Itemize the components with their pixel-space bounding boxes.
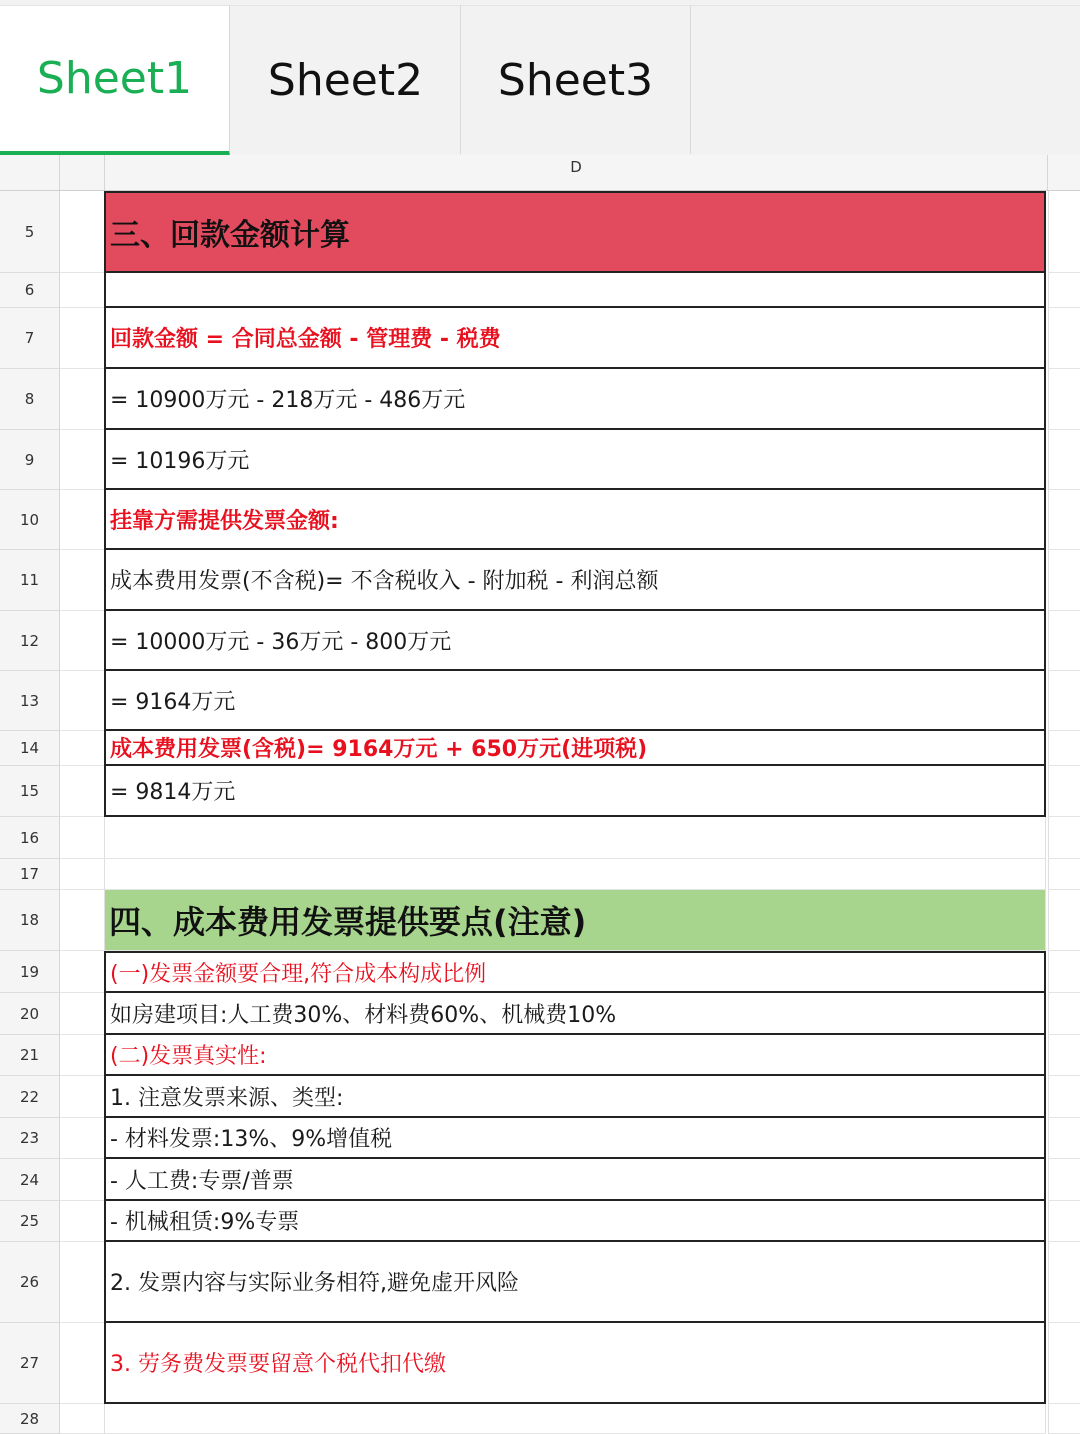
cell-e12[interactable] bbox=[1048, 611, 1080, 671]
column-header-bar bbox=[0, 155, 1080, 191]
spreadsheet-grid bbox=[0, 191, 1080, 1432]
tab-sheet2[interactable]: Sheet2 bbox=[231, 5, 461, 154]
sheet-tab-bar bbox=[0, 0, 1080, 155]
cell-e20[interactable] bbox=[1048, 993, 1080, 1035]
cell-d5[interactable]: 三、回款金额计算 bbox=[104, 191, 1046, 273]
row-header-28[interactable]: 28 bbox=[0, 1404, 60, 1434]
row-header-22[interactable]: 22 bbox=[0, 1076, 60, 1118]
row-header-5[interactable]: 5 bbox=[0, 191, 60, 273]
row-header-21[interactable]: 21 bbox=[0, 1035, 60, 1076]
cell-c19[interactable] bbox=[60, 951, 105, 993]
cell-c7[interactable] bbox=[60, 308, 105, 369]
cell-e8[interactable] bbox=[1048, 369, 1080, 430]
tab-bar-empty bbox=[691, 5, 1080, 154]
row-header-14[interactable]: 14 bbox=[0, 731, 60, 766]
cell-c28[interactable] bbox=[60, 1404, 105, 1434]
row-header-24[interactable]: 24 bbox=[0, 1159, 60, 1201]
cell-d21[interactable]: (二)发票真实性: bbox=[104, 1035, 1046, 1076]
cell-e18[interactable] bbox=[1048, 890, 1080, 951]
cell-e22[interactable] bbox=[1048, 1076, 1080, 1118]
cell-c5[interactable] bbox=[60, 191, 105, 273]
row-header-13[interactable]: 13 bbox=[0, 671, 60, 731]
cell-e11[interactable] bbox=[1048, 550, 1080, 611]
cell-e19[interactable] bbox=[1048, 951, 1080, 993]
row-header-12[interactable]: 12 bbox=[0, 611, 60, 671]
cell-e13[interactable] bbox=[1048, 671, 1080, 731]
cell-c12[interactable] bbox=[60, 611, 105, 671]
cell-d17[interactable] bbox=[104, 859, 1046, 890]
cell-d10[interactable]: 挂靠方需提供发票金额: bbox=[104, 490, 1046, 550]
column-header-c[interactable] bbox=[60, 155, 105, 190]
cell-e7[interactable] bbox=[1048, 308, 1080, 369]
cell-d7[interactable]: 回款金额 = 合同总金额 - 管理费 - 税费 bbox=[104, 308, 1046, 369]
cell-d19[interactable]: (一)发票金额要合理,符合成本构成比例 bbox=[104, 951, 1046, 993]
cell-e9[interactable] bbox=[1048, 430, 1080, 490]
row-header-17[interactable]: 17 bbox=[0, 859, 60, 890]
cell-d13[interactable]: = 9164万元 bbox=[104, 671, 1046, 731]
tab-sheet1[interactable]: Sheet1 bbox=[0, 5, 230, 156]
cell-c15[interactable] bbox=[60, 766, 105, 817]
cell-d27[interactable]: 3. 劳务费发票要留意个税代扣代缴 bbox=[104, 1323, 1046, 1404]
cell-c18[interactable] bbox=[60, 890, 105, 951]
cell-d28[interactable] bbox=[104, 1404, 1046, 1434]
cell-d24[interactable]: - 人工费:专票/普票 bbox=[104, 1159, 1046, 1201]
row-header-15[interactable]: 15 bbox=[0, 766, 60, 817]
row-header-9[interactable]: 9 bbox=[0, 430, 60, 490]
cell-c6[interactable] bbox=[60, 273, 105, 308]
tab-sheet3[interactable]: Sheet3 bbox=[461, 5, 691, 154]
cell-e21[interactable] bbox=[1048, 1035, 1080, 1076]
cell-c22[interactable] bbox=[60, 1076, 105, 1118]
cell-d23[interactable]: - 材料发票:13%、9%增值税 bbox=[104, 1118, 1046, 1159]
cell-c23[interactable] bbox=[60, 1118, 105, 1159]
row-header-10[interactable]: 10 bbox=[0, 490, 60, 550]
cell-d14[interactable]: 成本费用发票(含税)= 9164万元 + 650万元(进项税) bbox=[104, 731, 1046, 766]
row-header-11[interactable]: 11 bbox=[0, 550, 60, 611]
cell-c20[interactable] bbox=[60, 993, 105, 1035]
cell-e6[interactable] bbox=[1048, 273, 1080, 308]
cell-d18[interactable]: 四、成本费用发票提供要点(注意) bbox=[104, 890, 1046, 951]
row-header-7[interactable]: 7 bbox=[0, 308, 60, 369]
row-header-27[interactable]: 27 bbox=[0, 1323, 60, 1404]
cell-e25[interactable] bbox=[1048, 1201, 1080, 1242]
cell-c8[interactable] bbox=[60, 369, 105, 430]
row-header-6[interactable]: 6 bbox=[0, 273, 60, 308]
cell-c26[interactable] bbox=[60, 1242, 105, 1323]
cell-e15[interactable] bbox=[1048, 766, 1080, 817]
row-header-20[interactable]: 20 bbox=[0, 993, 60, 1035]
cell-e28[interactable] bbox=[1048, 1404, 1080, 1434]
cell-d26[interactable]: 2. 发票内容与实际业务相符,避免虚开风险 bbox=[104, 1242, 1046, 1323]
cell-d6[interactable] bbox=[104, 273, 1046, 308]
cell-c24[interactable] bbox=[60, 1159, 105, 1201]
cell-d8[interactable]: = 10900万元 - 218万元 - 486万元 bbox=[104, 369, 1046, 430]
cell-d9[interactable]: = 10196万元 bbox=[104, 430, 1046, 490]
cell-d20[interactable]: 如房建项目:人工费30%、材料费60%、机械费10% bbox=[104, 993, 1046, 1035]
cell-e10[interactable] bbox=[1048, 490, 1080, 550]
cell-d16[interactable] bbox=[104, 817, 1046, 859]
cell-c10[interactable] bbox=[60, 490, 105, 550]
select-all-corner[interactable] bbox=[0, 155, 60, 190]
cell-c17[interactable] bbox=[60, 859, 105, 890]
cell-c14[interactable] bbox=[60, 731, 105, 766]
cell-c11[interactable] bbox=[60, 550, 105, 611]
cell-c25[interactable] bbox=[60, 1201, 105, 1242]
cell-d25[interactable]: - 机械租赁:9%专票 bbox=[104, 1201, 1046, 1242]
cell-e27[interactable] bbox=[1048, 1323, 1080, 1404]
row-header-25[interactable]: 25 bbox=[0, 1201, 60, 1242]
row-header-19[interactable]: 19 bbox=[0, 951, 60, 993]
row-header-18[interactable]: 18 bbox=[0, 890, 60, 951]
cell-e14[interactable] bbox=[1048, 731, 1080, 766]
cell-c16[interactable] bbox=[60, 817, 105, 859]
row-header-16[interactable]: 16 bbox=[0, 817, 60, 859]
cell-c21[interactable] bbox=[60, 1035, 105, 1076]
row-header-8[interactable]: 8 bbox=[0, 369, 60, 430]
column-header-d[interactable]: D bbox=[105, 155, 1048, 190]
cell-e5[interactable] bbox=[1048, 191, 1080, 273]
row-header-26[interactable]: 26 bbox=[0, 1242, 60, 1323]
cell-d15[interactable]: = 9814万元 bbox=[104, 766, 1046, 817]
cell-e24[interactable] bbox=[1048, 1159, 1080, 1201]
cell-c9[interactable] bbox=[60, 430, 105, 490]
cell-e17[interactable] bbox=[1048, 859, 1080, 890]
cell-d22[interactable]: 1. 注意发票来源、类型: bbox=[104, 1076, 1046, 1118]
cell-c13[interactable] bbox=[60, 671, 105, 731]
cell-d11[interactable]: 成本费用发票(不含税)= 不含税收入 - 附加税 - 利润总额 bbox=[104, 550, 1046, 611]
cell-e23[interactable] bbox=[1048, 1118, 1080, 1159]
cell-d12[interactable]: = 10000万元 - 36万元 - 800万元 bbox=[104, 611, 1046, 671]
row-header-23[interactable]: 23 bbox=[0, 1118, 60, 1159]
cell-c27[interactable] bbox=[60, 1323, 105, 1404]
cell-e16[interactable] bbox=[1048, 817, 1080, 859]
cell-e26[interactable] bbox=[1048, 1242, 1080, 1323]
